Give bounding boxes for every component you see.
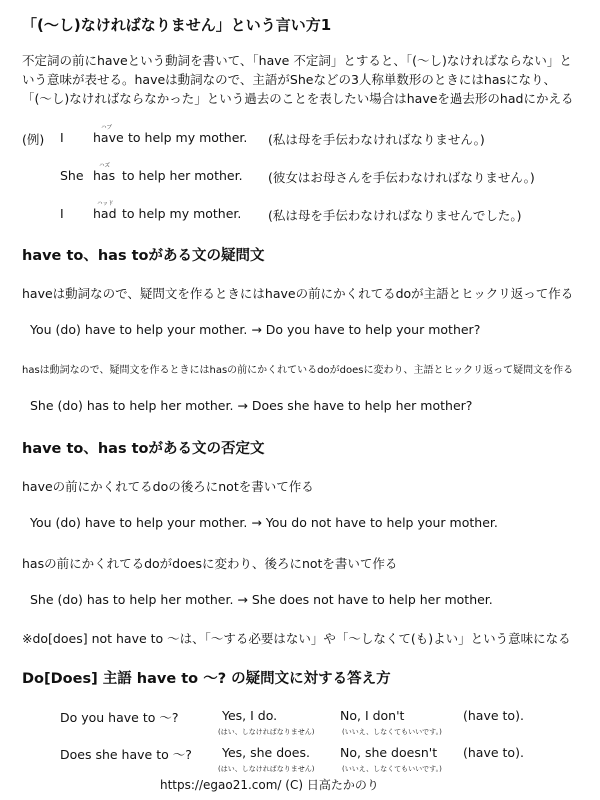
answer-1-question: Do you have to 〜? (60, 710, 179, 725)
answer-2-yes-gloss: (はい、しなければなりません) (218, 765, 315, 773)
answer-1-tail: (have to). (463, 708, 524, 723)
example-3-verb: had (93, 206, 117, 221)
question-note-1: haveは動詞なので、疑問文を作るときにはhaveの前にかくれてるdoが主語とヒックリ返って作る (22, 286, 574, 301)
answer-2-no-gloss: (いいえ、しなくてもいいです。) (342, 765, 442, 773)
example-1-ruby: ハブ (101, 125, 113, 131)
answer-2-yes: Yes, she does. (222, 745, 310, 760)
example-2-subject: She (60, 168, 84, 183)
answer-1-yes: Yes, I do. (222, 708, 278, 723)
page-title: 「(〜し)なければなりません」という言い方1 (22, 16, 332, 34)
example-1-subject: I (60, 130, 64, 145)
example-2-rest: to help her mother. (122, 168, 243, 183)
example-1-translation: (私は母を手伝わなければなりません。) (268, 132, 485, 147)
negative-note-1: haveの前にかくれてるdoの後ろにnotを書いて作る (22, 479, 314, 494)
example-2-ruby: ハズ (99, 163, 111, 169)
negative-note-2: hasの前にかくれてるdoがdoesに変わり、後ろにnotを書いて作る (22, 556, 398, 571)
example-3-ruby: ハッド (97, 201, 114, 207)
answer-2-no: No, she doesn't (340, 745, 438, 760)
question-sentence-2: She (do) has to help her mother. → Does she have to help her mother? (30, 398, 473, 413)
intro-line-1: 不定詞の前にhaveという動詞を書いて、「have 不定詞」とすると、「(〜し)なければならない」と (22, 53, 572, 68)
answer-2-tail: (have to). (463, 745, 524, 760)
answer-1-no-gloss: (いいえ、しなくてもいいです。) (342, 728, 442, 736)
footer-credit: https://egao21.com/ (C) 日高たかのり (160, 778, 379, 792)
example-3-subject: I (60, 206, 64, 221)
example-3-translation: (私は母を手伝わなければなりませんでした。) (268, 208, 522, 223)
question-note-2: hasは動詞なので、疑問文を作るときにはhasの前にかくれているdoがdoesに変わり、主語とヒックリ返って疑問文を作る (22, 365, 574, 376)
question-sentence-1: You (do) have to help your mother. → Do you have to help your mother? (30, 322, 481, 337)
example-2-translation: (彼女はお母さんを手伝わなければなりません。) (268, 170, 535, 185)
intro-line-3: 「(〜し)なければならなかった」という過去のことを表したい場合はhaveを過去形のhadにかえる (22, 91, 574, 106)
answer-1-yes-gloss: (はい、しなければなりません) (218, 728, 315, 736)
example-1-verb: have (93, 130, 124, 145)
example-3-rest: to help my mother. (122, 206, 242, 221)
answer-1-no: No, I don't (340, 708, 405, 723)
example-2-verb: has (93, 168, 116, 183)
negative-heading: have to、has toがある文の否定文 (22, 441, 265, 457)
answer-heading: Do[Does] 主語 have to 〜? の疑問文に対する答え方 (22, 671, 391, 687)
negative-note-3: ※do[does] not have to 〜は、「〜する必要はない」や「〜しなくて(も)よい」という意味になる (22, 631, 571, 646)
question-heading: have to、has toがある文の疑問文 (22, 248, 265, 264)
negative-sentence-2: She (do) has to help her mother. → She does not have to help her mother. (30, 592, 493, 607)
example-label: (例) (22, 132, 45, 147)
answer-2-question: Does she have to 〜? (60, 747, 192, 762)
negative-sentence-1: You (do) have to help your mother. → You do not have to help your mother. (30, 515, 498, 530)
intro-line-2: いう意味が表せる。haveは動詞なので、主語がSheなどの3人称単数形のときにはhasになり、 (22, 72, 557, 87)
example-1-rest: to help my mother. (128, 130, 248, 145)
